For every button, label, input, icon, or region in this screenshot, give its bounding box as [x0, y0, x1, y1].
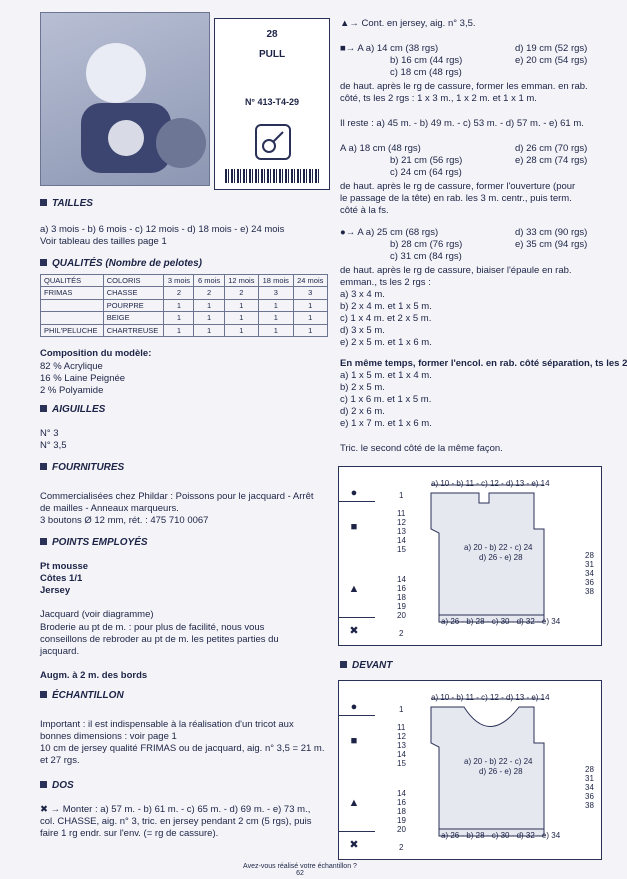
cell: 1	[164, 324, 194, 336]
right-a2: d) 26 cm (70 rgs)	[515, 143, 588, 154]
cell: 1	[164, 312, 194, 324]
row-number: 2	[399, 843, 404, 852]
needle-size: N° 3,5	[40, 440, 67, 451]
cell: 1	[259, 312, 293, 324]
right-a1: b) 16 cm (44 rgs)	[390, 55, 463, 66]
echantillon-line: et 27 rgs.	[40, 755, 80, 766]
cell: 1	[224, 299, 258, 311]
th-qualites: QUALITÉS	[41, 275, 104, 287]
row-number: 13	[397, 741, 406, 750]
table-row	[41, 324, 328, 336]
cell: 2	[194, 287, 224, 299]
cell: 2	[224, 287, 258, 299]
circle-icon: ●	[350, 487, 358, 499]
cell: 1	[194, 312, 224, 324]
point-item: Côtes 1/1	[40, 573, 83, 584]
page-number: 62	[296, 870, 304, 877]
barcode	[225, 169, 319, 183]
cell: 3	[259, 287, 293, 299]
dos-top-label: a) 10 - b) 11 - c) 12 - d) 13 - e) 14	[431, 479, 550, 488]
devant-top-label: a) 10 - b) 11 - c) 12 - d) 13 - e) 14	[431, 693, 550, 702]
composition-title: Composition du modèle:	[40, 348, 152, 359]
row-number: 28	[585, 765, 594, 774]
row-number: 16	[397, 584, 406, 593]
row-number: 31	[585, 560, 594, 569]
row-number: 38	[585, 801, 594, 810]
right-p4: a) 1 x 5 m. et 1 x 4 m.	[340, 370, 432, 381]
devant-diagram	[338, 680, 602, 860]
cell: 1	[224, 312, 258, 324]
right-a3: c) 31 cm (84 rgs)	[390, 251, 462, 262]
dos-line: faire 1 rg endr. sur l'env. (= rg de cassure).	[40, 828, 219, 839]
right-p1: de haut. après le rg de cassure, former les emman. en rab.	[340, 81, 588, 92]
right-a2: e) 28 cm (74 rgs)	[515, 155, 588, 166]
section-dos: DOS	[40, 780, 74, 793]
row-number: 31	[585, 774, 594, 783]
section-tailles: TAILLES	[40, 198, 93, 211]
triangle-icon: ▲	[348, 583, 360, 595]
dos-mid-label: a) 20 - b) 22 - c) 24	[464, 543, 533, 552]
section-aiguilles: AIGUILLES	[40, 404, 105, 417]
right-p3: b) 2 x 4 m. et 1 x 5 m.	[340, 301, 432, 312]
composition-line: 82 % Acrylique	[40, 361, 103, 372]
circle-icon: ●	[350, 701, 358, 713]
right-a1: c) 18 cm (48 rgs)	[390, 67, 462, 78]
table-row	[41, 299, 328, 311]
right-l1: ▲→ Cont. en jersey, aig. n° 3,5.	[340, 18, 476, 29]
right-p4: e) 1 x 7 m. et 1 x 6 m.	[340, 418, 432, 429]
section-fournitures: FOURNITURES	[40, 462, 124, 475]
cell: FRIMAS	[41, 287, 104, 299]
row-number: 14	[397, 536, 406, 545]
cell: CHARTREUSE	[103, 324, 164, 336]
pattern-ref: N° 413-T4-29	[244, 97, 300, 107]
devant-mid2-label: d) 26 - e) 28	[479, 767, 523, 776]
cell: CHASSE	[103, 287, 164, 299]
jacquard-line: Jacquard (voir diagramme)	[40, 609, 154, 620]
row-number: 14	[397, 789, 406, 798]
broderie-line: jacquard.	[40, 646, 80, 657]
dos-diagram	[338, 466, 602, 646]
broderie-line: conseillons de rebroder au pt de m. les petites parties du	[40, 634, 279, 645]
dos-bottom-label: a) 26 - b) 28 - c) 30 - d) 32 - e) 34	[441, 617, 561, 626]
row-number: 14	[397, 575, 406, 584]
right-a2: A a) 18 cm (48 rgs)	[340, 143, 421, 154]
phildar-logo-icon	[255, 124, 291, 160]
cell: 1	[293, 324, 328, 336]
cross-icon: ✖	[349, 839, 359, 851]
th-size: 18 mois	[259, 275, 293, 287]
row-number: 11	[397, 723, 406, 732]
right-p3: e) 2 x 5 m. et 1 x 6 m.	[340, 337, 432, 348]
echantillon-line: bonnes dimensions : voir page 1	[40, 731, 177, 742]
dos-mid2-label: d) 26 - e) 28	[479, 553, 523, 562]
right-p1: côté, ts les 2 rgs : 1 x 3 m., 1 x 2 m. et 1 x 1 m.	[340, 93, 537, 104]
right-p2: côté à la fs.	[340, 205, 389, 216]
point-item: Pt mousse	[40, 561, 89, 572]
yarn-table	[40, 274, 328, 337]
row-number: 36	[585, 792, 594, 801]
augm-line: Augm. à 2 m. des bords	[40, 670, 148, 681]
right-a1: d) 19 cm (52 rgs)	[515, 43, 588, 54]
right-p4: c) 1 x 6 m. et 1 x 5 m.	[340, 394, 432, 405]
right-a2: c) 24 cm (64 rgs)	[390, 167, 462, 178]
right-p3: c) 1 x 4 m. et 2 x 5 m.	[340, 313, 432, 324]
triangle-icon: ▲	[348, 797, 360, 809]
right-p2: de haut. après le rg de cassure, former l'ouverture (pour	[340, 181, 576, 192]
devant-mid-label: a) 20 - b) 22 - c) 24	[464, 757, 533, 766]
right-p4: b) 2 x 5 m.	[340, 382, 385, 393]
row-number: 19	[397, 816, 406, 825]
row-number: 38	[585, 587, 594, 596]
table-row	[41, 312, 328, 324]
row-number: 28	[585, 551, 594, 560]
cell: 1	[293, 312, 328, 324]
cell: 1	[259, 299, 293, 311]
th-size: 24 mois	[293, 275, 328, 287]
cell: 1	[194, 299, 224, 311]
right-a1: ■→ A a) 14 cm (38 rgs)	[340, 43, 439, 54]
right-a3: d) 33 cm (90 rgs)	[515, 227, 588, 238]
row-number: 14	[397, 750, 406, 759]
right-a3: b) 28 cm (76 rgs)	[390, 239, 463, 250]
row-number: 15	[397, 545, 406, 554]
th-coloris: COLORIS	[103, 275, 164, 287]
row-number: 19	[397, 602, 406, 611]
row-number: 12	[397, 518, 406, 527]
section-devant: DEVANT	[340, 660, 392, 673]
cell: 3	[293, 287, 328, 299]
cell: BEIGE	[103, 312, 164, 324]
needle-size: N° 3	[40, 428, 59, 439]
row-number: 12	[397, 732, 406, 741]
right-p3: de haut. après le rg de cassure, biaiser l'épaule en rab.	[340, 265, 572, 276]
right-p3: emman., ts les 2 rgs :	[340, 277, 431, 288]
table-row	[41, 287, 328, 299]
row-number: 1	[399, 705, 404, 714]
baby-illustration	[41, 13, 209, 185]
right-reste: Il reste : a) 45 m. - b) 49 m. - c) 53 m. - d) 57 m. - e) 61 m.	[340, 118, 584, 129]
cell: 1	[224, 324, 258, 336]
right-p3: d) 3 x 5 m.	[340, 325, 385, 336]
cell	[41, 299, 104, 311]
row-number: 13	[397, 527, 406, 536]
fournitures-line: 3 boutons Ø 12 mm, rét. : 475 710 0067	[40, 515, 209, 526]
cell: 1	[259, 324, 293, 336]
right-p2: le passage de la tête) en rab. les 3 m. centr., puis term.	[340, 193, 572, 204]
th-size: 12 mois	[224, 275, 258, 287]
composition-line: 16 % Laine Peignée	[40, 373, 126, 384]
pattern-number: 28	[266, 29, 278, 40]
echantillon-line: Important : il est indispensable à la réalisation d'un tricot aux	[40, 719, 294, 730]
point-item: Jersey	[40, 585, 71, 596]
devant-bottom-label: a) 26 - b) 28 - c) 30 - d) 32 - e) 34	[441, 831, 561, 840]
right-a3: e) 35 cm (94 rgs)	[515, 239, 588, 250]
row-number: 18	[397, 593, 406, 602]
row-number: 20	[397, 825, 406, 834]
pattern-tag	[214, 18, 330, 190]
dos-line: col. CHASSE, aig. n° 3, tric. en jersey pendant 2 cm (5 rgs), puis	[40, 816, 312, 827]
cell: POURPRE	[103, 299, 164, 311]
right-p4: d) 2 x 6 m.	[340, 406, 385, 417]
row-number: 18	[397, 807, 406, 816]
cross-icon: ✖	[349, 625, 359, 637]
row-number: 34	[585, 783, 594, 792]
broderie-line: Broderie au pt de m. : pour plus de facilité, nous vous	[40, 622, 265, 633]
baby-photo	[40, 12, 210, 186]
tailles-line2: Voir tableau des tailles page 1	[40, 236, 167, 247]
row-number: 36	[585, 578, 594, 587]
fournitures-line: de mailles - Anneaux marqueurs.	[40, 503, 179, 514]
section-echantillon: ÉCHANTILLON	[40, 690, 124, 703]
composition-line: 2 % Polyamide	[40, 385, 104, 396]
square-icon: ■	[350, 735, 358, 747]
tailles-line1: a) 3 mois - b) 6 mois - c) 12 mois - d) 18 mois - e) 24 mois	[40, 224, 285, 235]
row-number: 34	[585, 569, 594, 578]
section-points: POINTS EMPLOYÉS	[40, 537, 148, 550]
footer-question: Avez-vous réalisé votre échantillon ?	[243, 863, 357, 870]
th-size: 3 mois	[164, 275, 194, 287]
cell: 2	[164, 287, 194, 299]
echantillon-line: 10 cm de jersey qualité FRIMAS ou de jacquard, aig. n° 3,5 = 21 m.	[40, 743, 325, 754]
right-a2: b) 21 cm (56 rgs)	[390, 155, 463, 166]
right-a3: ●→ A a) 25 cm (68 rgs)	[340, 227, 439, 238]
right-p4: En même temps, former l'encol. en rab. côté séparation, ts les 2	[340, 358, 627, 369]
right-tric: Tric. le second côté de la même façon.	[340, 443, 503, 454]
row-number: 1	[399, 491, 404, 500]
row-number: 16	[397, 798, 406, 807]
th-size: 6 mois	[194, 275, 224, 287]
cell	[41, 312, 104, 324]
right-p3: a) 3 x 4 m.	[340, 289, 385, 300]
row-number: 2	[399, 629, 404, 638]
cell: PHIL'PELUCHE	[41, 324, 104, 336]
square-icon: ■	[350, 521, 358, 533]
section-qualites: QUALITÉS (Nombre de pelotes)	[40, 258, 202, 271]
cell: 1	[293, 299, 328, 311]
right-a1: e) 20 cm (54 rgs)	[515, 55, 588, 66]
cell: 1	[164, 299, 194, 311]
dos-line: ✖ → Monter : a) 57 m. - b) 61 m. - c) 65 m. - d) 69 m. - e) 73 m.,	[40, 804, 311, 815]
fournitures-line: Commercialisées chez Phildar : Poissons pour le jacquard - Arrêt	[40, 491, 314, 502]
row-number: 15	[397, 759, 406, 768]
row-number: 11	[397, 509, 406, 518]
pattern-type: PULL	[258, 49, 286, 60]
row-number: 20	[397, 611, 406, 620]
cell: 1	[194, 324, 224, 336]
